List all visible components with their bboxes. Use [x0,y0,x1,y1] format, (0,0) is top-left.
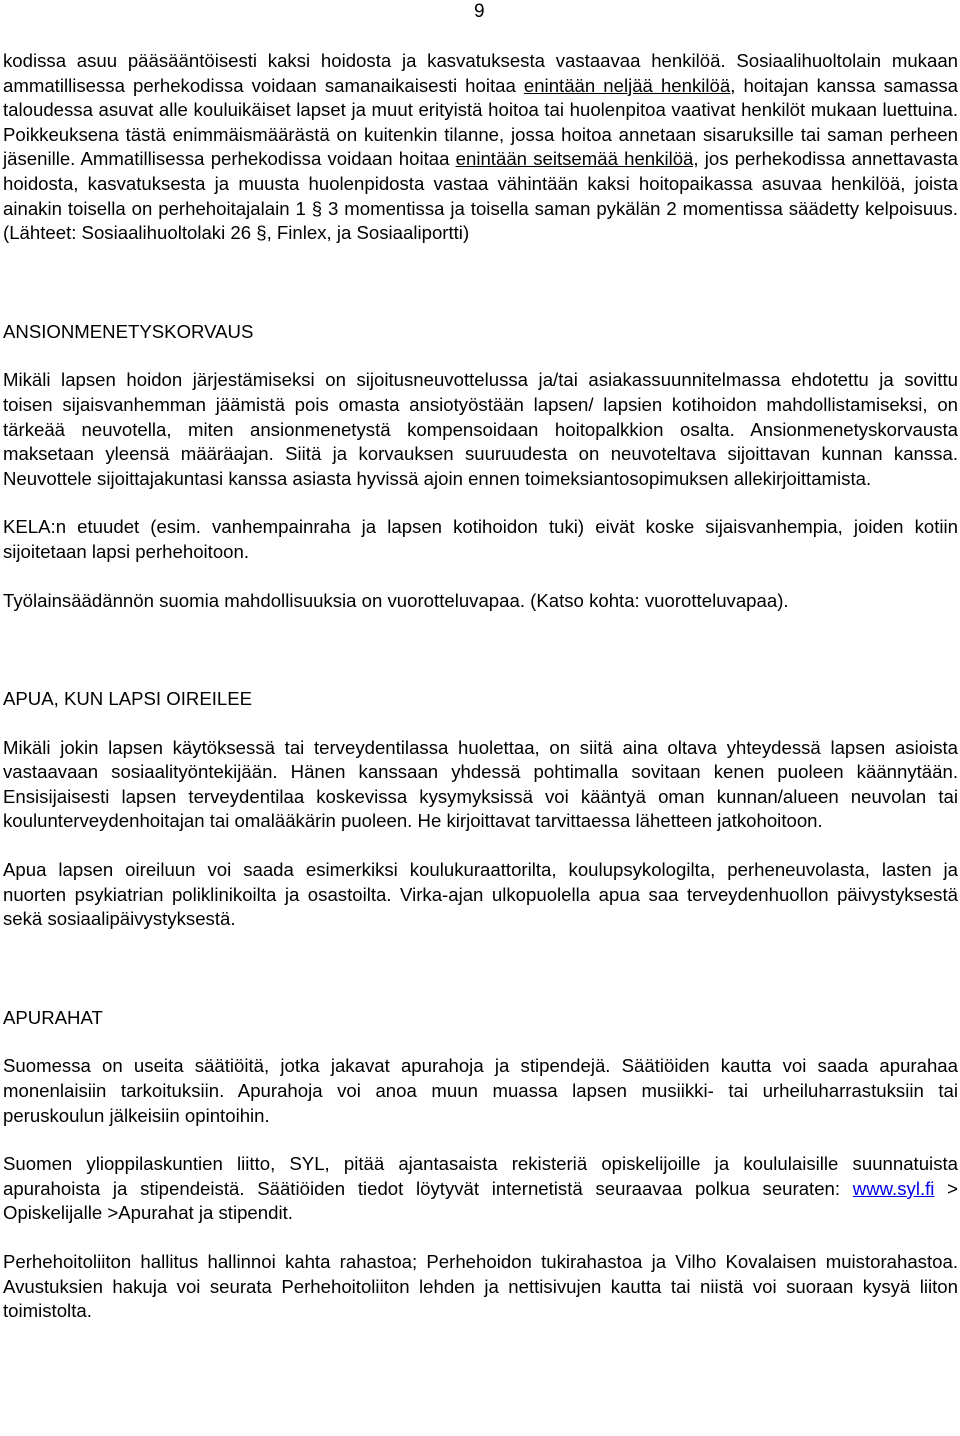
document-body [3,49,958,1324]
underlined-text: enintään seitsemää henkilöä, [455,148,699,170]
intro-paragraph: kodissa asuu pääsääntöisesti kaksi hoidosta ja kasvatuksesta vastaavaa henkilöä. Sosiaalihuoltolain mukaan ammatillisessa perhekodissa voidaan samanaikaisesti hoitaa enintään neljää henkilöä, hoitajan kanssa samassa taloudessa asuvat alle kouluikäiset lapset ja muut erityistä hoitoa tai huolenpitoa vaativat henkilöt mukaan luettuina. Poikkeuksena tästä enimmäismäärästä on kuitenkin tilanne, jossa hoitoa annetaan sisaruksille tai saman perheen jäsenille. Ammatillisessa perhekodissa voidaan hoitaa enintään seitsemää henkilöä, jos perhekodissa annettavasta hoidosta, kasvatuksesta ja muusta huolenpidosta vastaa vähintään kaksi hoitopaikassa asuvaa henkilöä, joista ainakin toisella on perhehoitajalain 1 § 3 momentissa ja toisella saman pykälän 2 momentissa säädetty kelpoisuus. (Lähteet: Sosiaalihuoltolaki 26 §, Finlex, ja Sosiaaliportti) [3,50,958,244]
underlined-text: enintään neljää henkilöä, [523,74,736,96]
section-heading-apurahat: APURAHAT [3,1006,103,1028]
paragraph: Apua lapsen oireiluun voi saada esimerkiksi koulukuraattorilta, koulupsykologilta, perheneuvolasta, lasten ja nuorten psykiatrian poliklinikoilta ja osastoilta. Virka-ajan ulkopuolella apua saa terveydenhuollon päivystyksestä sekä sosiaalipäivystyksestä. [3,859,958,930]
paragraph: Suomessa on useita säätiöitä, jotka jakavat apurahoja ja stipendejä. Säätiöiden kautta voi saada apurahaa monenlaisiin tarkoituksiin. Apurahoja voi anoa muun muassa lapsen musiikki- tai urheiluharrastuksiin tai peruskoulun jälkeisiin opintoihin. [3,1055,958,1126]
page-number: 9 [474,1,485,22]
paragraph: Suomen ylioppilaskuntien liitto, SYL, pitää ajantasaista rekisteriä opiskelijoille ja koululaisille suunnatuista apurahoista ja stipendeistä. Säätiöiden tiedot löytyvät internetistä seuraavaa polkua seuraten: www.syl.fi > Opiskelijalle >Apurahat ja stipendit. [3,1153,959,1224]
paragraph: Mikäli lapsen hoidon järjestämiseksi on sijoitusneuvottelussa ja/tai asiakassuunnitelmassa ehdotettu ja sovittu toisen sijaisvanhemman jäämistä pois omasta ansiotyöstään lapsen/ lapsien kotihoidon mahdollistamiseksi, on tärkeää neuvotella, miten ansionmenetystä kompensoidaan hoitopalkkion osalta. Ansionmenetyskorvausta maksetaan yleensä määräajan. Siitä ja korvauksen suuruudesta on neuvoteltava sijoittavan kunnan kanssa. Neuvottele sijoittajakuntasi kanssa asiasta hyvissä ajoin ennen toimeksiantosopimuksen allekirjoittamista. [3,369,958,489]
section-heading-apua: APUA, KUN LAPSI OIREILEE [3,688,253,710]
syl-link[interactable]: www.syl.fi [852,1177,935,1199]
paragraph: KELA:n etuudet (esim. vanhempainraha ja lapsen kotihoidon tuki) eivät koske sijaisvanhempia, joiden kotiin sijoitetaan lapsi perhehoitoon. [3,516,958,562]
paragraph: Perhehoitoliiton hallitus hallinnoi kahta rahastoa; Perhehoidon tukirahastoa ja Vilho Kovalaisen muistorahastoa. Avustuksien hakuja voi seurata Perhehoitoliiton lehden ja nettisivujen kautta tai niistä voi suoraan kysyä liiton toimistolta. [3,1251,958,1322]
section-heading-ansionmenetys: ANSIONMENETYSKORVAUS [3,320,254,342]
paragraph: Mikäli jokin lapsen käytöksessä tai terveydentilassa huolettaa, on siitä aina oltava yhteydessä lapsen asioista vastaavaan sosiaalityöntekijään. Hänen kanssaan yhdessä pohtimalla sovitaan kenen puoleen käännytään. Ensisijaisesti lapsen terveydentilaa koskevissa kysymyksissä voi kääntyä oman kunnan/alueen neuvolan tai koulunterveydenhoitajan tai omalääkärin puoleen. He kirjoittavat tarvittaessa lähetteen jatkohoitoon. [3,736,958,832]
paragraph: Työlainsäädännön suomia mahdollisuuksia on vuorotteluvapaa. (Katso kohta: vuorotteluvapaa). [3,589,789,611]
